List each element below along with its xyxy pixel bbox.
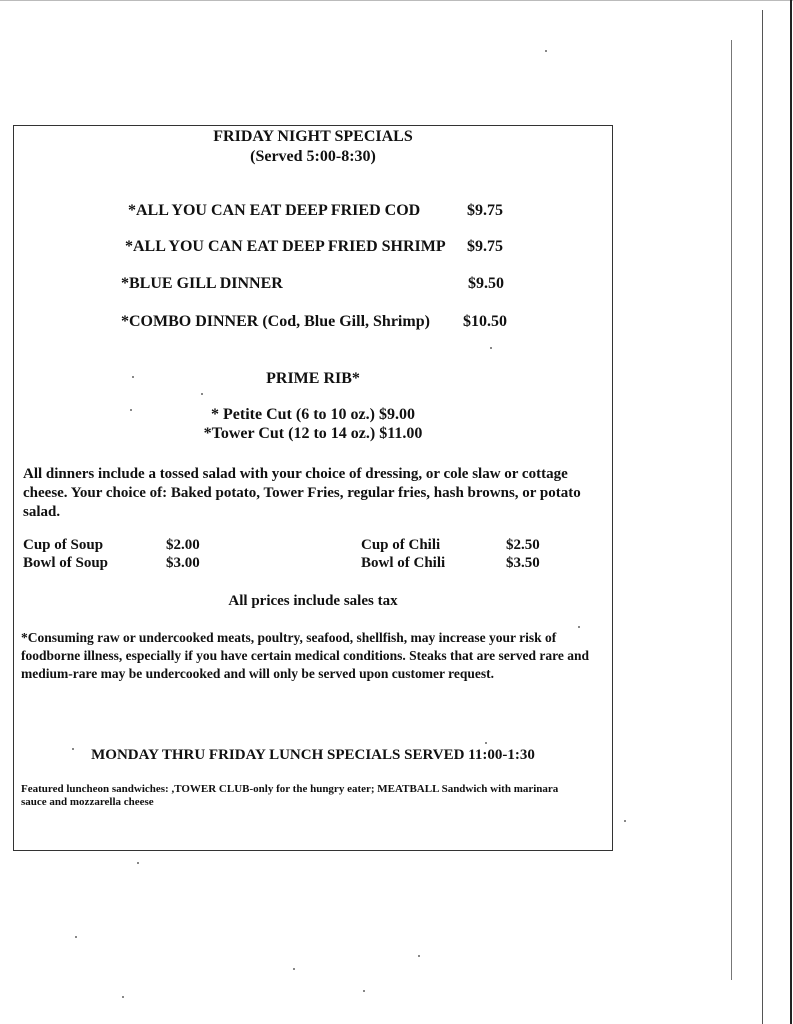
food-safety-warning: *Consuming raw or undercooked meats, poultry, seafood, shellfish, may increase your risk of foodborne illness, especially if you have certain medical conditions. Steaks that are served rare and medium-rare may be undercooked and will only be served upon customer request. xyxy=(21,630,589,681)
scan-speck xyxy=(130,409,132,411)
menu-item-price: $10.50 xyxy=(463,313,507,330)
scan-speck xyxy=(485,742,487,744)
scan-edge-line xyxy=(790,0,792,1024)
menu-box xyxy=(13,125,613,851)
menu-item-price: $9.75 xyxy=(467,238,503,255)
scan-edge-line xyxy=(731,40,732,980)
scan-speck xyxy=(363,990,365,992)
menu-item-price: $9.75 xyxy=(467,202,503,219)
chili-item-name: Bowl of Chili xyxy=(361,555,446,571)
prime-rib-title: PRIME RIB* xyxy=(266,370,360,387)
lunch-specials-title: MONDAY THRU FRIDAY LUNCH SPECIALS SERVED 11:00-1:30 xyxy=(91,747,535,763)
menu-item-name: *BLUE GILL DINNER xyxy=(121,275,283,292)
dinners-note: All dinners include a tossed salad with your choice of dressing, or cole slaw or cottage cheese. Your choice of: Baked potato, Tower Fries, regular fries, hash browns, or potato salad. xyxy=(23,466,581,520)
soup-item-price: $2.00 xyxy=(166,537,200,553)
scan-speck xyxy=(578,626,580,628)
scan-speck xyxy=(72,748,74,750)
scan-speck xyxy=(293,968,295,970)
soup-item-price: $3.00 xyxy=(166,555,200,571)
scan-speck xyxy=(545,50,547,52)
scan-speck xyxy=(418,955,420,957)
soup-item-name: Cup of Soup xyxy=(23,537,104,553)
scan-speck xyxy=(132,376,134,378)
menu-item-name: *COMBO DINNER (Cod, Blue Gill, Shrimp) xyxy=(121,313,430,330)
chili-item-price: $3.50 xyxy=(506,555,540,571)
menu-item-price: $9.50 xyxy=(468,275,504,292)
scan-edge-line xyxy=(762,10,763,1024)
scan-speck xyxy=(490,347,492,349)
lunch-specials-description: Featured luncheon sandwiches: ,TOWER CLUB-only for the hungry eater; MEATBALL Sandwich with marinara sauce and mozzarella cheese xyxy=(21,783,559,808)
scan-speck xyxy=(75,936,77,938)
soup-item-name: Bowl of Soup xyxy=(23,555,109,571)
menu-item-name: *ALL YOU CAN EAT DEEP FRIED COD xyxy=(128,202,421,219)
chili-item-name: Cup of Chili xyxy=(361,537,441,553)
chili-item-price: $2.50 xyxy=(506,537,540,553)
scan-top-edge xyxy=(0,0,793,1)
friday-specials-hours: (Served 5:00-8:30) xyxy=(250,148,376,165)
prime-rib-cut: *Tower Cut (12 to 14 oz.) $11.00 xyxy=(203,425,423,442)
tax-note: All prices include sales tax xyxy=(228,593,398,609)
scan-speck xyxy=(122,996,124,998)
scan-speck xyxy=(624,820,626,822)
scan-speck xyxy=(137,862,139,864)
menu-item-name: *ALL YOU CAN EAT DEEP FRIED SHRIMP xyxy=(125,238,446,255)
prime-rib-cut: * Petite Cut (6 to 10 oz.) $9.00 xyxy=(211,406,415,423)
friday-specials-title: FRIDAY NIGHT SPECIALS xyxy=(213,128,413,145)
scan-speck xyxy=(201,393,203,395)
